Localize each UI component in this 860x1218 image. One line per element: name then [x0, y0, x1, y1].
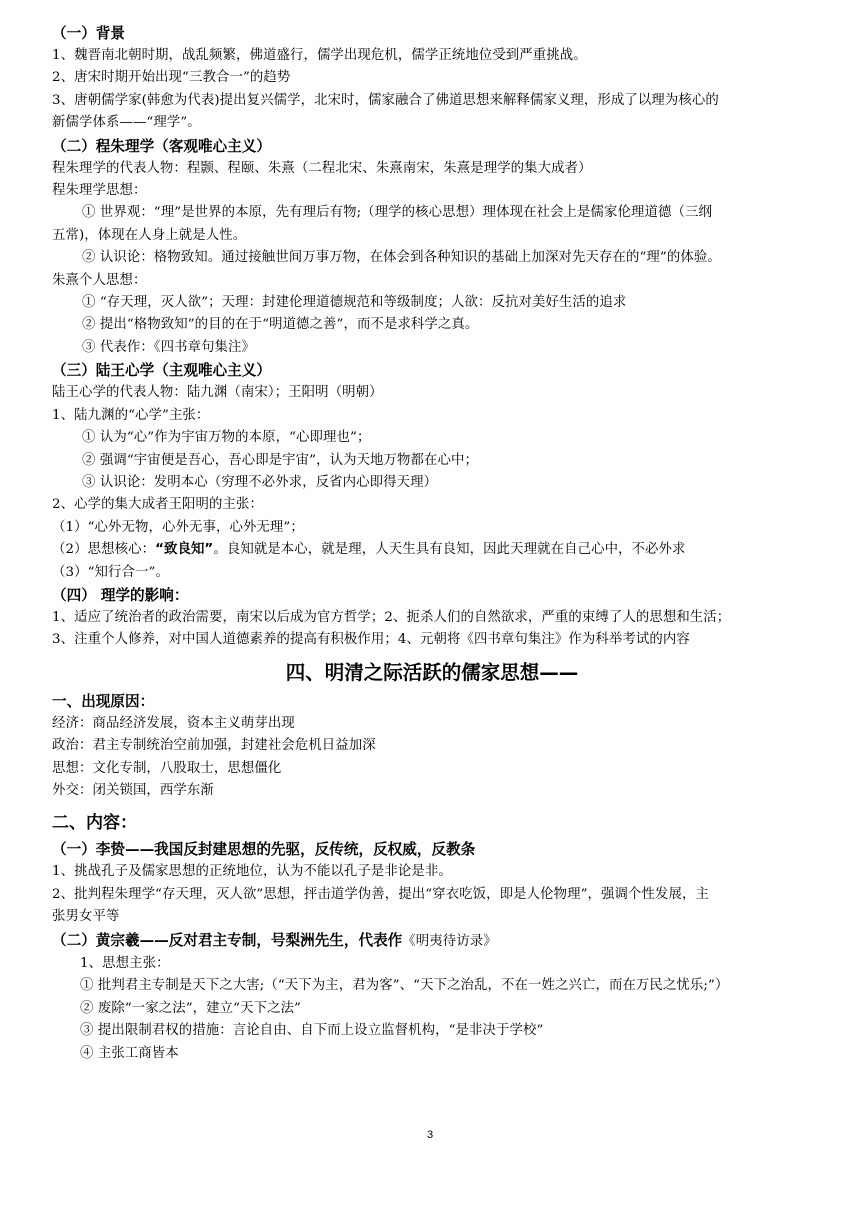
paragraph-line: 程朱理学的代表人物：程颢、程颐、朱熹（二程北宋、朱熹南宋，朱熹是理学的集大成者）	[52, 160, 592, 176]
paragraph-line: 外交：闭关锁国，西学东渐	[52, 782, 214, 798]
paragraph-line: 经济：商品经济发展，资本主义萌芽出现	[52, 715, 295, 731]
paragraph-line: 3、唐朝儒学家(韩愈为代表)提出复兴儒学，北宋时，儒家融合了佛道思想来解释儒家义理，形成了以理为核心的	[52, 92, 719, 108]
paragraph-line: （3）“知行合一”。	[52, 564, 169, 580]
text-span: 。良知就是本心，就是理，人天生具有良知，因此天理就在自己心中，不必外求	[213, 542, 686, 558]
paragraph-line	[52, 539, 812, 561]
list-item: ① 认为“心”作为宇宙万物的本原，“心即理也”；	[82, 430, 371, 446]
chapter-title: 四、明清之际活跃的儒家思想——	[285, 660, 579, 684]
paragraph-line: 1、挑战孔子及儒家思想的正统地位，认为不能以孔子是非论是非。	[52, 864, 452, 880]
page-number: 3	[426, 1129, 434, 1141]
subsection-heading-huang	[52, 929, 812, 953]
list-item: ② 提出“格物致知”的目的在于“明道德之善”，而不是求科学之真。	[82, 317, 479, 333]
list-item: ① “存天理，灭人欲”；天理：封建伦理道德规范和等级制度；人欲：反抗对美好生活的追求	[82, 295, 627, 311]
heading-text: （二）黄宗羲——反对君主专制，号梨洲先生，代表作	[52, 931, 403, 949]
list-item: ② 强调“宇宙便是吾心，吾心即是宇宙”，认为天地万物都在心中；	[82, 452, 478, 468]
paragraph-line: 张男女平等	[52, 909, 120, 925]
document-page	[52, 22, 812, 1065]
list-item: ② 废除“一家之法”，建立“天下之法”	[80, 1000, 302, 1016]
paragraph-line: 1、魏晋南北朝时期，战乱频繁，佛道盛行，儒学出现危机，儒学正统地位受到严重挑战。	[52, 48, 587, 63]
paragraph-line: 2、唐宋时期开始出现“三教合一”的趋势	[52, 70, 291, 86]
book-title: 《明夷待访录》	[402, 933, 497, 949]
bold-term: “致良知”	[155, 542, 214, 558]
paragraph-line: 2、批判程朱理学“存天理，灭人欲”思想，抨击道学伪善，提出“穿衣吃饭，即是人伦物理”，强调个性发展，主	[52, 886, 709, 902]
subsection-heading-li-zhi: （一）李贽——我国反封建思想的先驱，反传统，反权威，反教条	[52, 841, 476, 859]
section-heading-background: （一）背景	[52, 25, 125, 42]
paragraph-line: （1）“心外无物，心外无事，心外无理”；	[52, 519, 304, 535]
list-item: ① 批判君主专制是天下之大害;（“天下为主，君为客”、“天下之治乱，不在一姓之兴亡，而在万民之忧乐;”）	[80, 978, 729, 994]
paragraph-line: 1、陆九渊的“心学”主张：	[52, 407, 210, 423]
paragraph-line: 1、适应了统治者的政治需要，南宋以后成为官方哲学；2、扼杀人们的自然欲求，严重的束缚了人的思想和生活；	[52, 609, 731, 625]
text-span: （2）思想核心：	[52, 542, 156, 558]
paragraph-line: 陆王心学的代表人物：陆九渊（南宋）；王阳明（明朝）	[52, 385, 383, 401]
list-item: ② 认识论：格物致知。通过接触世间万事万物，在体会到各种知识的基础上加深对先天存在的“理”的体验。	[82, 250, 721, 266]
paragraph-line: 政治：君主专制统治空前加强，封建社会危机日益加深	[52, 738, 376, 754]
section-heading-content: 二、内容：	[52, 813, 137, 834]
section-heading-lu-wang: （三）陆王心学（主观唯心主义）	[52, 362, 271, 380]
section-heading-cause: 一、出现原因：	[52, 692, 155, 710]
paragraph-line: 朱熹个人思想：	[52, 272, 147, 288]
list-item: ④ 主张工商皆本	[80, 1045, 179, 1061]
list-item: ③ 提出限制君权的措施：言论自由、自下而上设立监督机构，“是非决于学校”	[80, 1023, 544, 1039]
list-item: ① 世界观：“理”是世界的本原，先有理后有物;（理学的核心思想）理体现在社会上是儒家伦理道德（三纲	[82, 205, 712, 221]
paragraph-line: 五常)，体现在人身上就是人性。	[52, 227, 247, 243]
paragraph-line: 新儒学体系——“理学”。	[52, 115, 201, 131]
list-item: ③ 认识论：发明本心（穷理不必外求，反省内心即得天理）	[82, 474, 438, 490]
section-heading-cheng-zhu: （二）程朱理学（客观唯心主义）	[52, 137, 271, 155]
paragraph-line: 思想：文化专制，八股取士，思想僵化	[52, 760, 282, 776]
paragraph-line: 2、心学的集大成者王阳明的主张：	[52, 497, 263, 513]
list-item: ③ 代表作：《四书章句集注》	[82, 339, 256, 355]
paragraph-line: 3、注重个人修养，对中国人道德素养的提高有积极作用；4、元朝将《四书章句集注》作为科举考试的内容	[52, 632, 690, 648]
paragraph-line: 1、思想主张：	[80, 956, 170, 971]
section-heading-influence: （四） 理学的影响：	[52, 586, 189, 604]
paragraph-line: 程朱理学思想：	[52, 183, 147, 199]
